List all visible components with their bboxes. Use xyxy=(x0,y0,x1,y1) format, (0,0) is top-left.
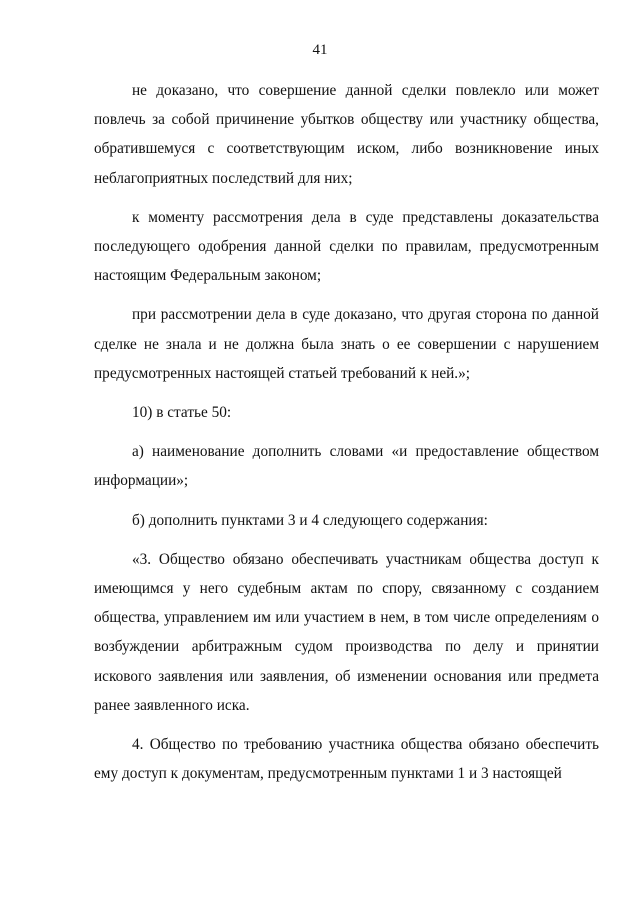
paragraph-not-proven-losses: не доказано, что совершение данной сделки повлекло или может повлечь за собой причинение убытков обществу или участнику общества, обратившемуся с соответствующим иском, либо возникновение иных неблагоприятных последствий для них; xyxy=(94,82,599,187)
paragraph-point-4: 4. Общество по требованию участника общества обязано обеспечить ему доступ к документам, предусмотренным пунктами 1 и 3 настоящей xyxy=(94,736,599,783)
page-number: 41 xyxy=(312,42,328,58)
paragraph-other-party-unaware: при рассмотрении дела в суде доказано, что другая сторона по данной сделке не знала и не должна была знать о ее совершении с нарушением предусмотренных настоящей статьей требований к ней.»; xyxy=(94,306,599,382)
paragraph-item-a: а) наименование дополнить словами «и предоставление обществом информации»; xyxy=(94,443,599,490)
paragraph-point-3: «3. Общество обязано обеспечивать участникам общества доступ к имеющимся у него судебным актам по спору, связанному с созданием общества, управлением им или участием в нем, в том числе определениям о возбуждении арбитражным судом производства по делу и принятии искового заявления или заявления, об изменении основания или предмета ранее заявленного иска. xyxy=(94,550,599,714)
paragraph-item-b: б) дополнить пунктами 3 и 4 следующего содержания: xyxy=(132,511,488,529)
paragraph-article-50: 10) в статье 50: xyxy=(132,404,232,422)
paragraph-subsequent-approval: к моменту рассмотрения дела в суде представлены доказательства последующего одобрения данной сделки по правилам, предусмотренным настоящим Федеральным законом; xyxy=(94,208,599,285)
document-body xyxy=(94,76,599,788)
